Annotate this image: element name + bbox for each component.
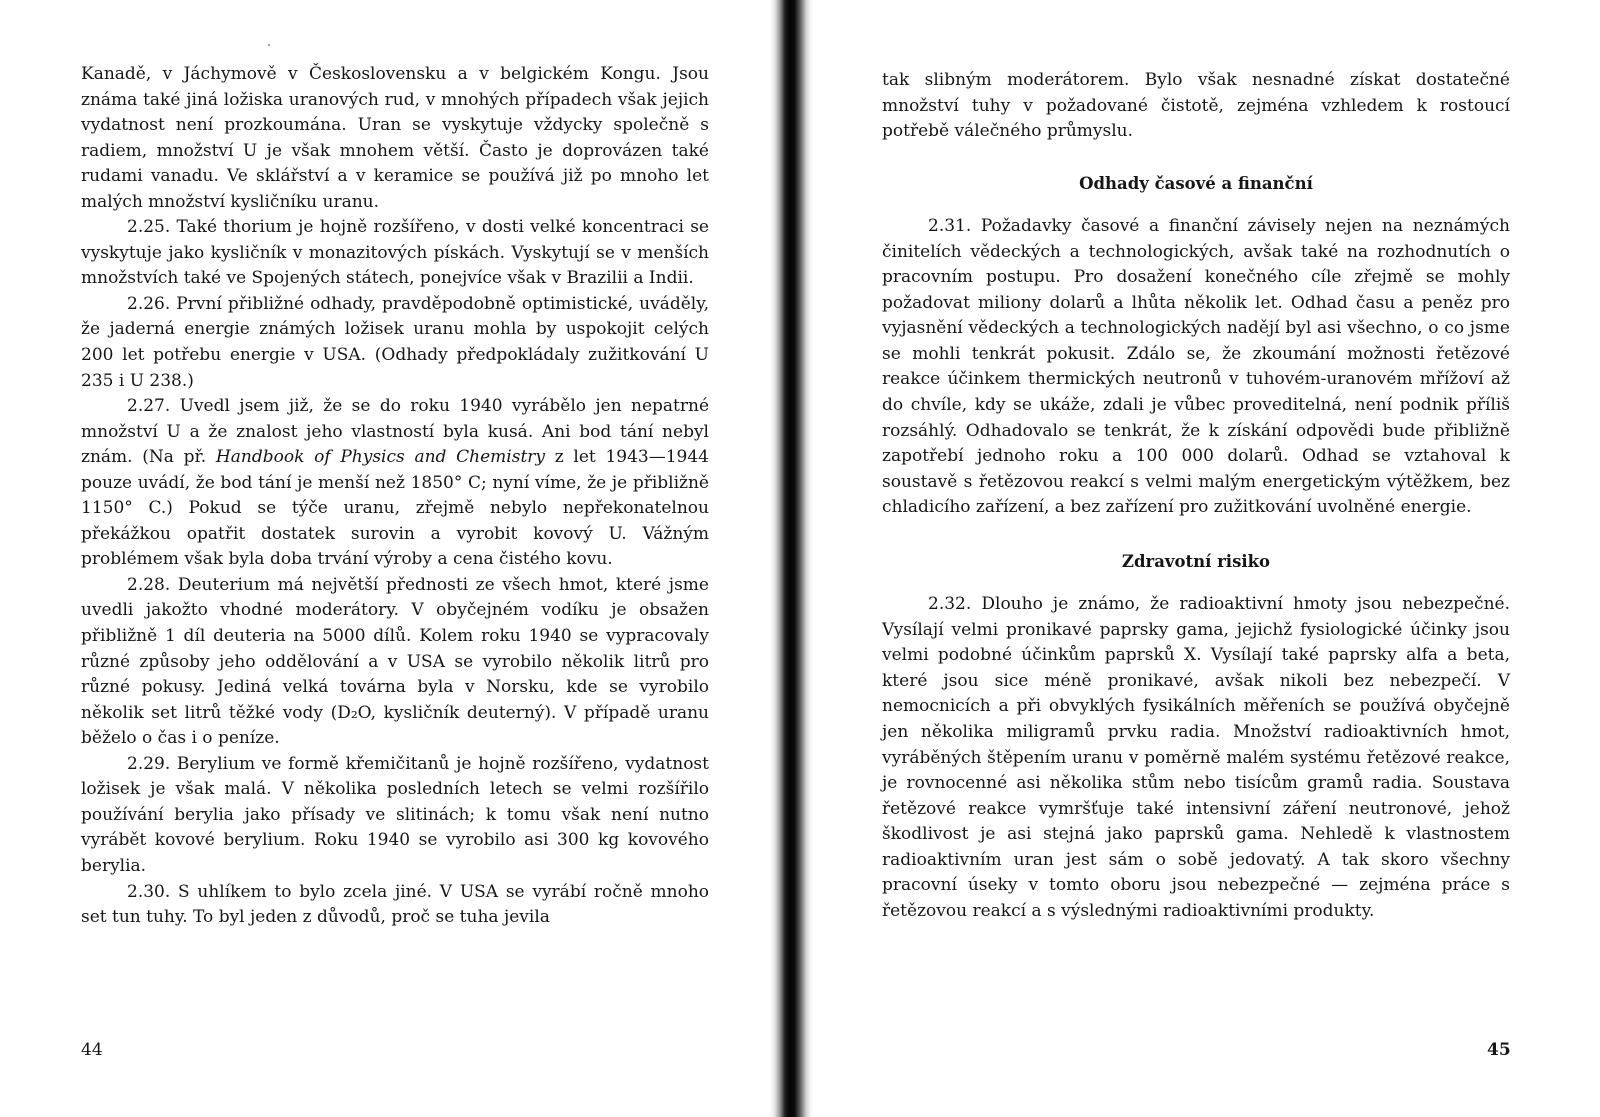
page-number-right: 45: [1487, 1040, 1511, 1060]
paragraph-2-26: 2.26. První přibližné odhady, pravděpodobně optimistické, uváděly, že jaderná energie známých ložisek uranu mohla by uspokojit celých 200 let potřebu energie v USA. (Odhady předpokládaly zužitkování U 235 i U 238.): [81, 293, 709, 391]
paragraph-2-27-part-1: 2.27. Uvedl jsem již, že se do roku 1940 vyrábělo jen nepatrné množství U a že znalost jeho vlastností byla kusá. Ani bod tání nebyl znám. (Na př.: [81, 396, 709, 468]
scan-speck: [268, 44, 270, 46]
paragraph-2-27-part-2: z let 1943—1944 pouze uvádí, že bod tání je menší než 1850° C; nyní víme, že je přibližně 1150° C.) Pokud se týče uranu, zřejmě nebylo nepřekonatelnou překážkou opatřit dostatek surovin a vyrobit kovový U. Vážným problémem však byla doba trvání výroby a cena čistého kovu.: [81, 447, 709, 570]
paragraph-continuation-right: tak slibným moderátorem. Bylo však nesnadné získat dostatečné množství tuhy v požadované čistotě, zejména vzhledem k rostoucí potřebě válečného průmyslu.: [882, 70, 1510, 142]
section-heading-health-risk: Zdravotní risiko: [1121, 551, 1271, 571]
book-gutter-shadow: [770, 0, 814, 1117]
left-page: [0, 0, 770, 1117]
section-heading-estimates: Odhady časové a finanční: [1079, 173, 1313, 193]
paragraph-2-32: 2.32. Dlouho je známo, že radioaktivní hmoty jsou nebezpečné. Vysílají velmi pronikavé paprsky gama, jejichž fysiologické účinky jsou velmi podobné účinkům paprsků X. Vysílají také paprsky alfa a beta, které jsou sice méně pronikavé, avšak nikoli bez nebezpečí. V nemocnicích a při obvyklých fysikálních měřeních se používá obyčejně jen několika miligramů prvku radia. Množství radioaktivních hmot, vyráběných štěpením uranu v poměrně malém systému řetězové reakce, je rovnocenné asi několika stům nebo tisícům gramů radia. Soustava řetězové reakce vymršťuje také intensivní záření neutronové, jehož škodlivost je asi stejná jako paprsků gama. Nehledě k vlastnostem radioaktivním uran jest sám o sobě jedovatý. A tak skoro všechny pracovní úseky v tomto oboru jsou nebezpečné — zejména práce s řetězovou reakcí a s výslednými radioaktivními produkty.: [882, 594, 1510, 921]
paragraph-continuation: Kanadě, v Jáchymově v Československu a v belgickém Kongu. Jsou známa také jiná ložiska uranových rud, v mnohých případech však jejich vydatnost není prozkoumána. Uran se vyskytuje vždycky společně s radiem, množství U je však mnohem větší. Často je doprovázen také rudami vanadu. Ve sklářství a v keramice se používá již po mnoho let malých množství kysličníku uranu.: [81, 64, 709, 212]
paragraph-2-29: 2.29. Berylium ve formě křemičitanů je hojně rozšířeno, vydatnost ložisek je však malá. V několika posledních letech se velmi rozšířilo používání berylia jako přísady ve slitinách; k tomu však není nutno vyrábět kovové berylium. Roku 1940 se vyrobilo asi 300 kg kovového berylia.: [81, 753, 709, 876]
right-page: [814, 0, 1600, 1117]
paragraph-2-28: 2.28. Deuterium má největší přednosti ze všech hmot, které jsme uvedli jakožto vhodné moderátory. V obyčejném vodíku je obsažen přibližně 1 díl deuteria na 5000 dílů. Kolem roku 1940 se vypracovaly různé způsoby jeho oddělování a v USA se vyrobilo několik litrů pro různé pokusy. Jediná velká továrna byla v Norsku, kde se vyrobilo několik set litrů těžké vody (D₂O, kysličník deuterný). V případě uranu běželo o čas i o peníze.: [81, 574, 709, 749]
right-page-text: [882, 68, 1510, 924]
page-number-left: 44: [81, 1040, 103, 1060]
paragraph-2-25: 2.25. Také thorium je hojně rozšířeno, v dosti velké koncentraci se vyskytuje jako kysličník v monazitových pískách. Vyskytují se v menších množstvích také ve Spojených státech, ponejvíce však v Brazilii a Indii.: [81, 217, 709, 289]
paragraph-2-30: 2.30. S uhlíkem to bylo zcela jiné. V USA se vyrábí ročně mnoho set tun tuhy. To byl jeden z důvodů, proč se tuha jevila: [81, 881, 709, 928]
book-title-handbook: Handbook of Physics and Chemistry: [215, 447, 546, 468]
left-page-text: [81, 62, 709, 931]
paragraph-2-27: [81, 394, 709, 573]
paragraph-2-31: 2.31. Požadavky časové a finanční závisely nejen na neznámých činitelích vědeckých a technologických, avšak také na rozhodnutích o pracovním postupu. Pro dosažení konečného cíle zřejmě se mohly požadovat miliony dolarů a lhůta několik let. Odhad času a peněz pro vyjasnění vědeckých a technologických nadějí byl asi všechno, o co jsme se mohli tenkrát pokusit. Zdálo se, že zkoumání možnosti řetězové reakce účinkem thermických neutronů v tuhovém-uranovém mřížoví až do chvíle, kdy se ukáže, zdali je vůbec proveditelná, není podnik příliš rozsáhlý. Odhadovalo se tenkrát, že k získání odpovědi bude přibližně zapotřebí jednoho roku a 100 000 dolarů. Odhad se vztahoval k soustavě s řetězovou reakcí s velmi malým energetickým výtěžkem, bez chladicího zařízení, a bez zařízení pro zužitkování uvolněné energie.: [882, 216, 1510, 518]
